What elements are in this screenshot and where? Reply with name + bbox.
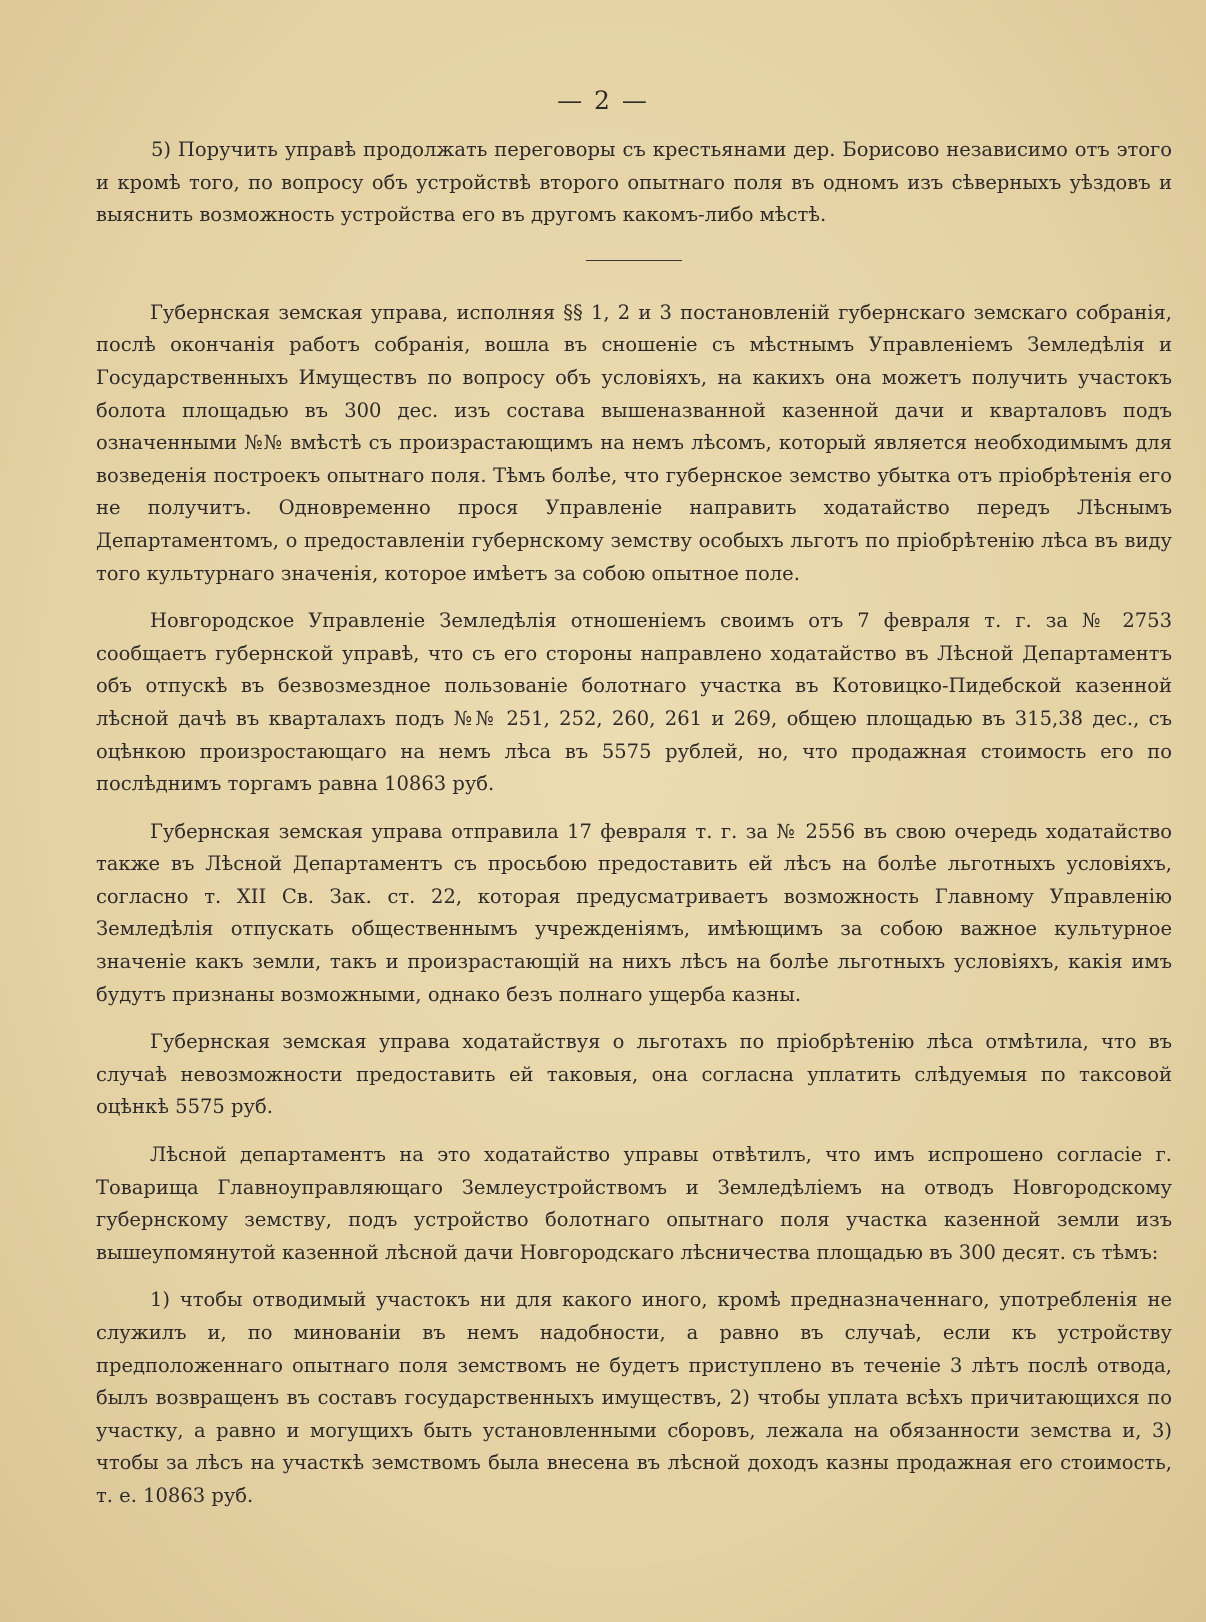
paragraph-petition-forest-department: Губернская земская управа отправила 17 февраля т. г. за № 2556 въ свою очередь ходатайство также въ Лѣсной Департаментъ съ просьбою предоставить ей лѣсъ на болѣе льготныхъ условіяхъ, согласно т. XII Св. Зак. ст. 22, которая предусматриваетъ возможность Главному Управленію Земледѣлія отпускать общественнымъ учрежденіямъ, имѣющимъ за собою важное культурное значеніе какъ земли, такъ и произрастающій на нихъ лѣсъ на болѣе льготныхъ условіяхъ, какія имъ будутъ признаны возможными, однако безъ полнаго ущерба казны. — [96, 819, 1172, 1006]
paragraph-novgorod-administration: Новгородское Управленіе Земледѣлія отношеніемъ своимъ отъ 7 февраля т. г. за № 2753 сообщаетъ губернской управѣ, что съ его стороны направлено ходатайство въ Лѣсной Департаментъ объ отпускѣ въ безвозмездное пользованіе болотнаго участка въ Котовицко-Пидебской казенной лѣсной дачѣ въ кварталахъ подъ №№ 251, 252, 260, 261 и 269, общею площадью въ 315,38 дес., съ оцѣнкою произростающаго на немъ лѣса въ 5575 рублей, но, что продажная стоимость его по послѣднимъ торгамъ равна 10863 руб. — [96, 609, 1172, 796]
document-body — [96, 134, 1172, 1513]
paragraph-petition-benefits: Губернская земская управа ходатайствуя о льготахъ по пріобрѣтенію лѣса отмѣтила, что въ случаѣ невозможности предоставить ей таковыя, она согласна уплатить слѣдуемыя по таксовой оцѣнкѣ 5575 руб. — [96, 1030, 1172, 1119]
paragraph-resolution-5: 5) Поручить управѣ продолжать переговоры съ крестьянами дер. Борисово независимо отъ этого и кромѣ того, по вопросу объ устройствѣ второго опытнаго поля въ одномъ изъ сѣверныхъ уѣздовъ и выяснить возможность устройства его въ другомъ какомъ-либо мѣстѣ. — [96, 138, 1172, 227]
paragraph-conditions: 1) чтобы отводимый участокъ ни для какого иного, кромѣ предназначеннаго, употребленія не служилъ и, по минованіи въ немъ надобности, а равно въ случаѣ, если къ устройству предположеннаго опытнаго поля земствомъ не будетъ приступлено въ теченіе 3 лѣтъ послѣ отвода, былъ возвращенъ въ составъ государственныхъ имуществъ, 2) чтобы уплата всѣхъ причитающихся по участку, а равно и могущихъ быть установленными сборовъ, лежала на обязанности земства и, 3) чтобы за лѣсъ на участкѣ земствомъ была внесена въ лѣсной доходъ казны продажная его стоимость, т. е. 10863 руб. — [96, 1288, 1172, 1507]
paragraph-uprava-negotiations: Губернская земская управа, исполняя §§ 1, 2 и 3 постановленій губернскаго земскаго собранія, послѣ окончанія работъ собранія, вошла въ сношеніе съ мѣстнымъ Управленіемъ Земледѣлія и Государственныхъ Имуществъ по вопросу объ условіяхъ, на какихъ она можетъ получить участокъ болота площадью въ 300 дес. изъ состава вышеназванной казенной дачи и кварталовъ подъ означенными №№ вмѣстѣ съ произрастающимъ на немъ лѣсомъ, который является необходимымъ для возведенія построекъ опытнаго поля. Тѣмъ болѣе, что губернское земство убытка отъ пріобрѣтенія его не получитъ. Одновременно прося Управленіе направить ходатайство передъ Лѣснымъ Департаментомъ, о предоставленіи губернскому земству особыхъ льготъ по пріобрѣтенію лѣса въ виду того культурнаго значенія, которое имѣетъ за собою опытное поле. — [96, 300, 1172, 585]
paragraph-forest-department-reply: Лѣсной департаментъ на это ходатайство управы отвѣтилъ, что имъ испрошено согласіе г. Товарища Главноуправляющаго Землеустройствомъ и Земледѣліемъ на отводъ Новгородскому губернскому земству, подъ устройство болотнаго опытнаго поля участка казенной земли изъ вышеупомянутой казенной лѣсной дачи Новгородскаго лѣсничества площадью въ 300 десят. съ тѣмъ: — [96, 1143, 1172, 1264]
page-number: — 2 — — [557, 86, 649, 115]
section-divider — [586, 260, 682, 261]
